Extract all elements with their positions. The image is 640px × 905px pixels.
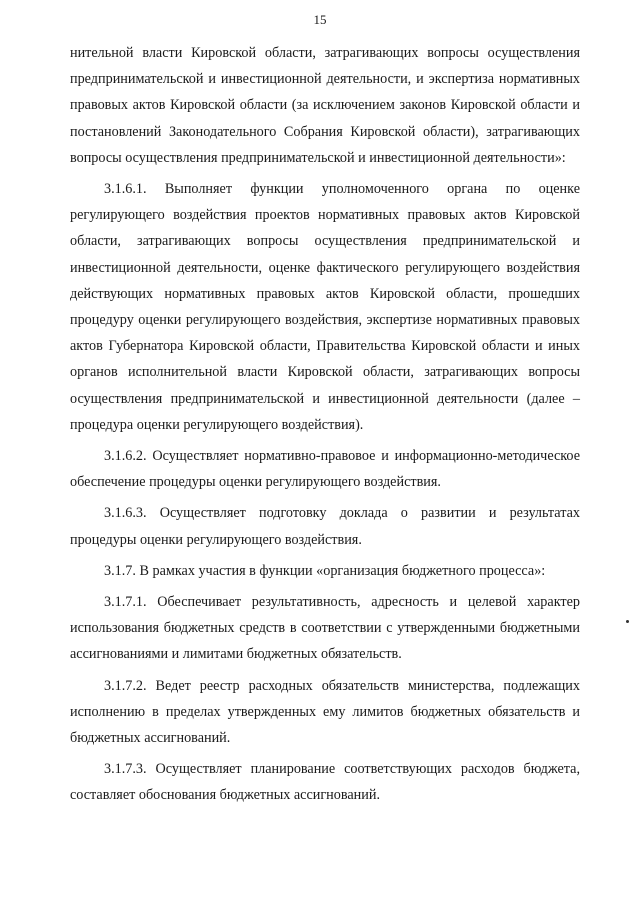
paragraph-3-1-6-2: 3.1.6.2. Осуществляет нормативно-правовое и информационно-методическое обеспечение процедуры оценки регулирующего воздействия. [70, 448, 580, 491]
margin-dot-mark [626, 620, 629, 623]
paragraph-continuation: нительной власти Кировской области, затрагивающих вопросы осуществления предпринимательской и инвестиционной деятельности, и экспертиза нормативных правовых актов Кировской области (за исключением законов Кировской области и постановлений Законодательного Собрания Кировской области), затрагивающих вопросы осуществления предпринимательской и инвестиционной деятельности»: [70, 45, 580, 166]
paragraph-3-1-7-1: 3.1.7.1. Обеспечивает результативность, адресность и целевой характер использования бюджетных средств в соответствии с утвержденными бюджетными ассигнованиями и лимитами бюджетных обязательств. [70, 594, 580, 663]
paragraph-3-1-6-3: 3.1.6.3. Осуществляет подготовку доклада о развитии и результатах процедуры оценки регулирующего воздействия. [70, 505, 580, 548]
paragraph-3-1-7-2: 3.1.7.2. Ведет реестр расходных обязательств министерства, подлежащих исполнению в пределах утвержденных ему лимитов бюджетных обязательств и бюджетных ассигнований. [70, 677, 580, 747]
paragraph-3-1-6-1: 3.1.6.1. Выполняет функции уполномоченного органа по оценке регулирующего воздействия проектов нормативных правовых актов Кировской области, затрагивающих вопросы осуществления предпринимательской и инвестиционной деятельности, оценке фактического регулирующего воздействия действующих нормативных правовых актов Кировской области, прошедших процедуру оценки регулирующего воздействия, экспертизе нормативных правовых актов Губернатора Кировской области, Правительства Кировской области и иных органов исполнительной власти Кировской области, затрагивающих вопросы осуществления предпринимательской и инвестиционной деятельности (далее – процедура оценки регулирующего воздействия). [70, 181, 580, 433]
paragraph-3-1-7: 3.1.7. В рамках участия в функции «организация бюджетного процесса»: [104, 562, 546, 579]
page-number: 15 [313, 12, 327, 27]
paragraph-3-1-7-3: 3.1.7.3. Осуществляет планирование соответствующих расходов бюджета, составляет обоснования бюджетных ассигнований. [70, 761, 580, 804]
document-body [70, 40, 580, 814]
